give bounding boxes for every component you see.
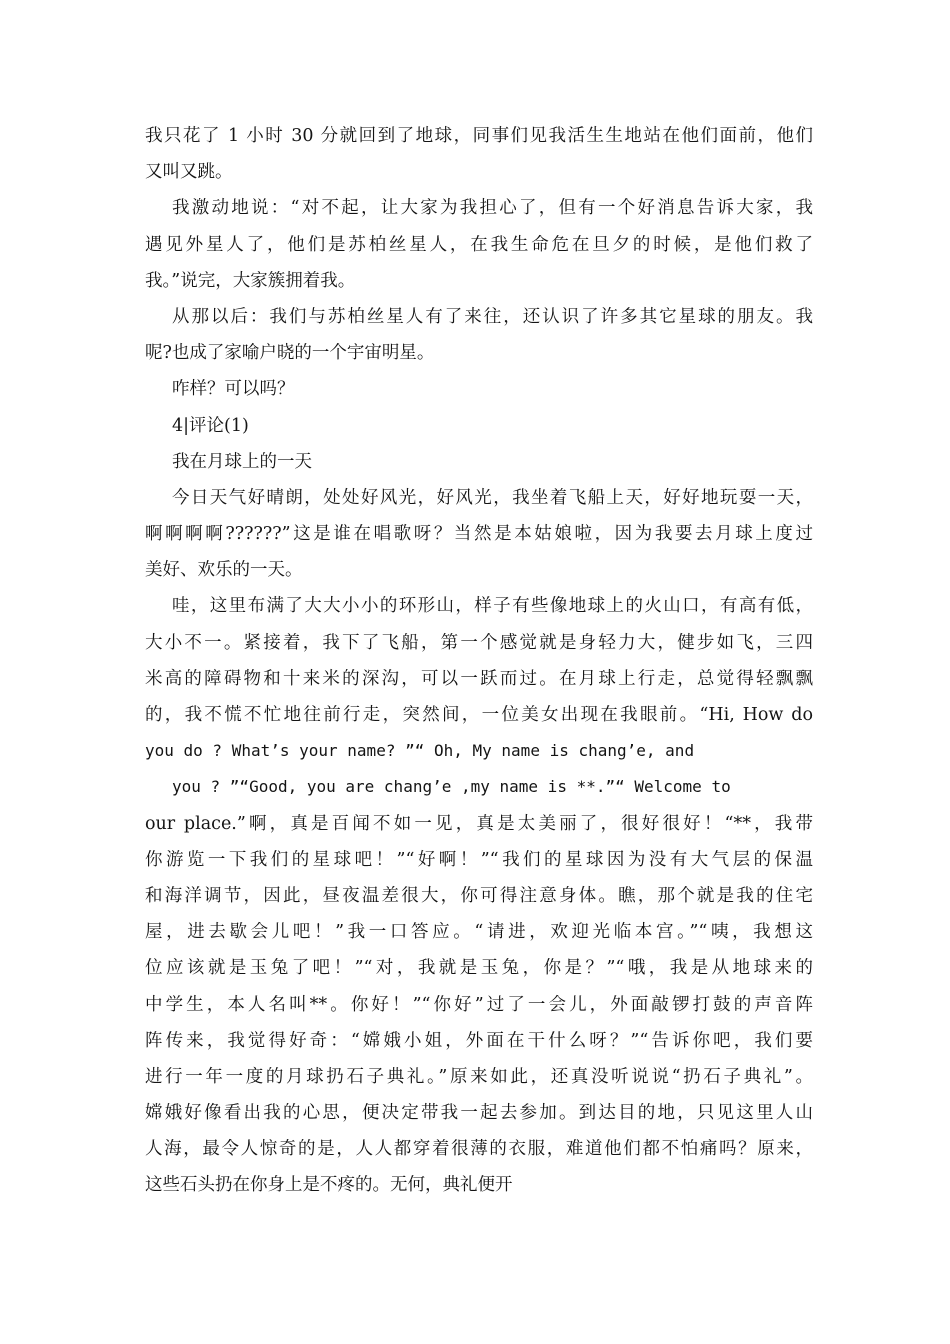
text-line: you ? ”“Good, you are chang’e ,my name is **.”“ Welcome to: [172, 777, 731, 797]
text-line: 我激动地说：“对不起，让大家为我担心了，但有一个好消息告诉大家，我: [172, 198, 813, 219]
text-line: 呢?也成了家喻户晓的一个宇宙明星。: [145, 343, 435, 364]
text-line: 和海洋调节，因此，昼夜温差很大，你可得注意身体。瞧，那个就是我的住宅: [145, 885, 813, 906]
text-line: 咋样？可以吗？: [172, 379, 295, 400]
text-line: our place.”啊，真是百闻不如一见，真是太美丽了，很好很好！“**，我带: [145, 813, 813, 834]
text-line: 4|评论(1): [172, 415, 249, 436]
text-line: 我在月球上的一天: [172, 451, 312, 472]
text-line: 从那以后：我们与苏柏丝星人有了来往，还认识了许多其它星球的朋友。我: [172, 306, 813, 327]
text-line: 美好、欢乐的一天。: [145, 560, 303, 581]
text-line: you do ? What’s your name? ”“ Oh, My name is chang’e, and: [145, 741, 695, 761]
text-line: 又叫又跳。: [145, 162, 233, 183]
text-line: 嫦娥好像看出我的心思，便决定带我一起去参加。到达目的地，只见这里人山: [145, 1103, 813, 1124]
text-line: 我只花了 1 小时 30 分就回到了地球，同事们见我活生生地站在他们面前，他们: [145, 126, 813, 146]
document-body: [145, 118, 813, 1204]
text-line: 人海，最令人惊奇的是，人人都穿着很薄的衣服，难道他们都不怕痛吗？原来，: [145, 1139, 813, 1160]
text-line: 位应该就是玉兔了吧！”“对，我就是玉兔，你是？”“哦，我是从地球来的: [145, 958, 813, 979]
text-line: 阵传来，我觉得好奇：“嫦娥小姐，外面在干什么呀？”“告诉你吧，我们要: [145, 1030, 813, 1051]
text-line: 啊啊啊啊??????”这是谁在唱歌呀？当然是本姑娘啦，因为我要去月球上度过: [145, 524, 813, 545]
text-line: 进行一年一度的月球扔石子典礼。”原来如此，还真没听说说“扔石子典礼”。: [145, 1066, 813, 1087]
text-line: 遇见外星人了，他们是苏柏丝星人，在我生命危在旦夕的时候，是他们救了: [145, 234, 813, 255]
text-line: 大小不一。紧接着，我下了飞船，第一个感觉就是身轻力大，健步如飞，三四: [145, 632, 813, 653]
text-line: 哇，这里布满了大大小小的环形山，样子有些像地球上的火山口，有高有低，: [172, 596, 813, 617]
text-line: 的，我不慌不忙地往前行走，突然间，一位美女出现在我眼前。“Hi, How do: [145, 705, 813, 725]
text-line: 屋，进去歇会儿吧！”我一口答应。“请进，欢迎光临本宫。”“咦，我想这: [145, 922, 813, 943]
text-line: 我。”说完，大家簇拥着我。: [145, 270, 356, 291]
text-line: 中学生，本人名叫**。你好！”“你好”过了一会儿，外面敲锣打鼓的声音阵: [145, 994, 813, 1015]
text-line: 今日天气好晴朗，处处好风光，好风光，我坐着飞船上天，好好地玩耍一天，: [172, 487, 813, 508]
text-line: 你游览一下我们的星球吧！”“好啊！”“我们的星球因为没有大气层的保温: [145, 849, 813, 870]
text-line: 米高的障碍物和十来米的深沟，可以一跃而过。在月球上行走，总觉得轻飘飘: [145, 668, 813, 689]
text-line: 这些石头扔在你身上是不疼的。无何，典礼便开: [145, 1175, 513, 1196]
